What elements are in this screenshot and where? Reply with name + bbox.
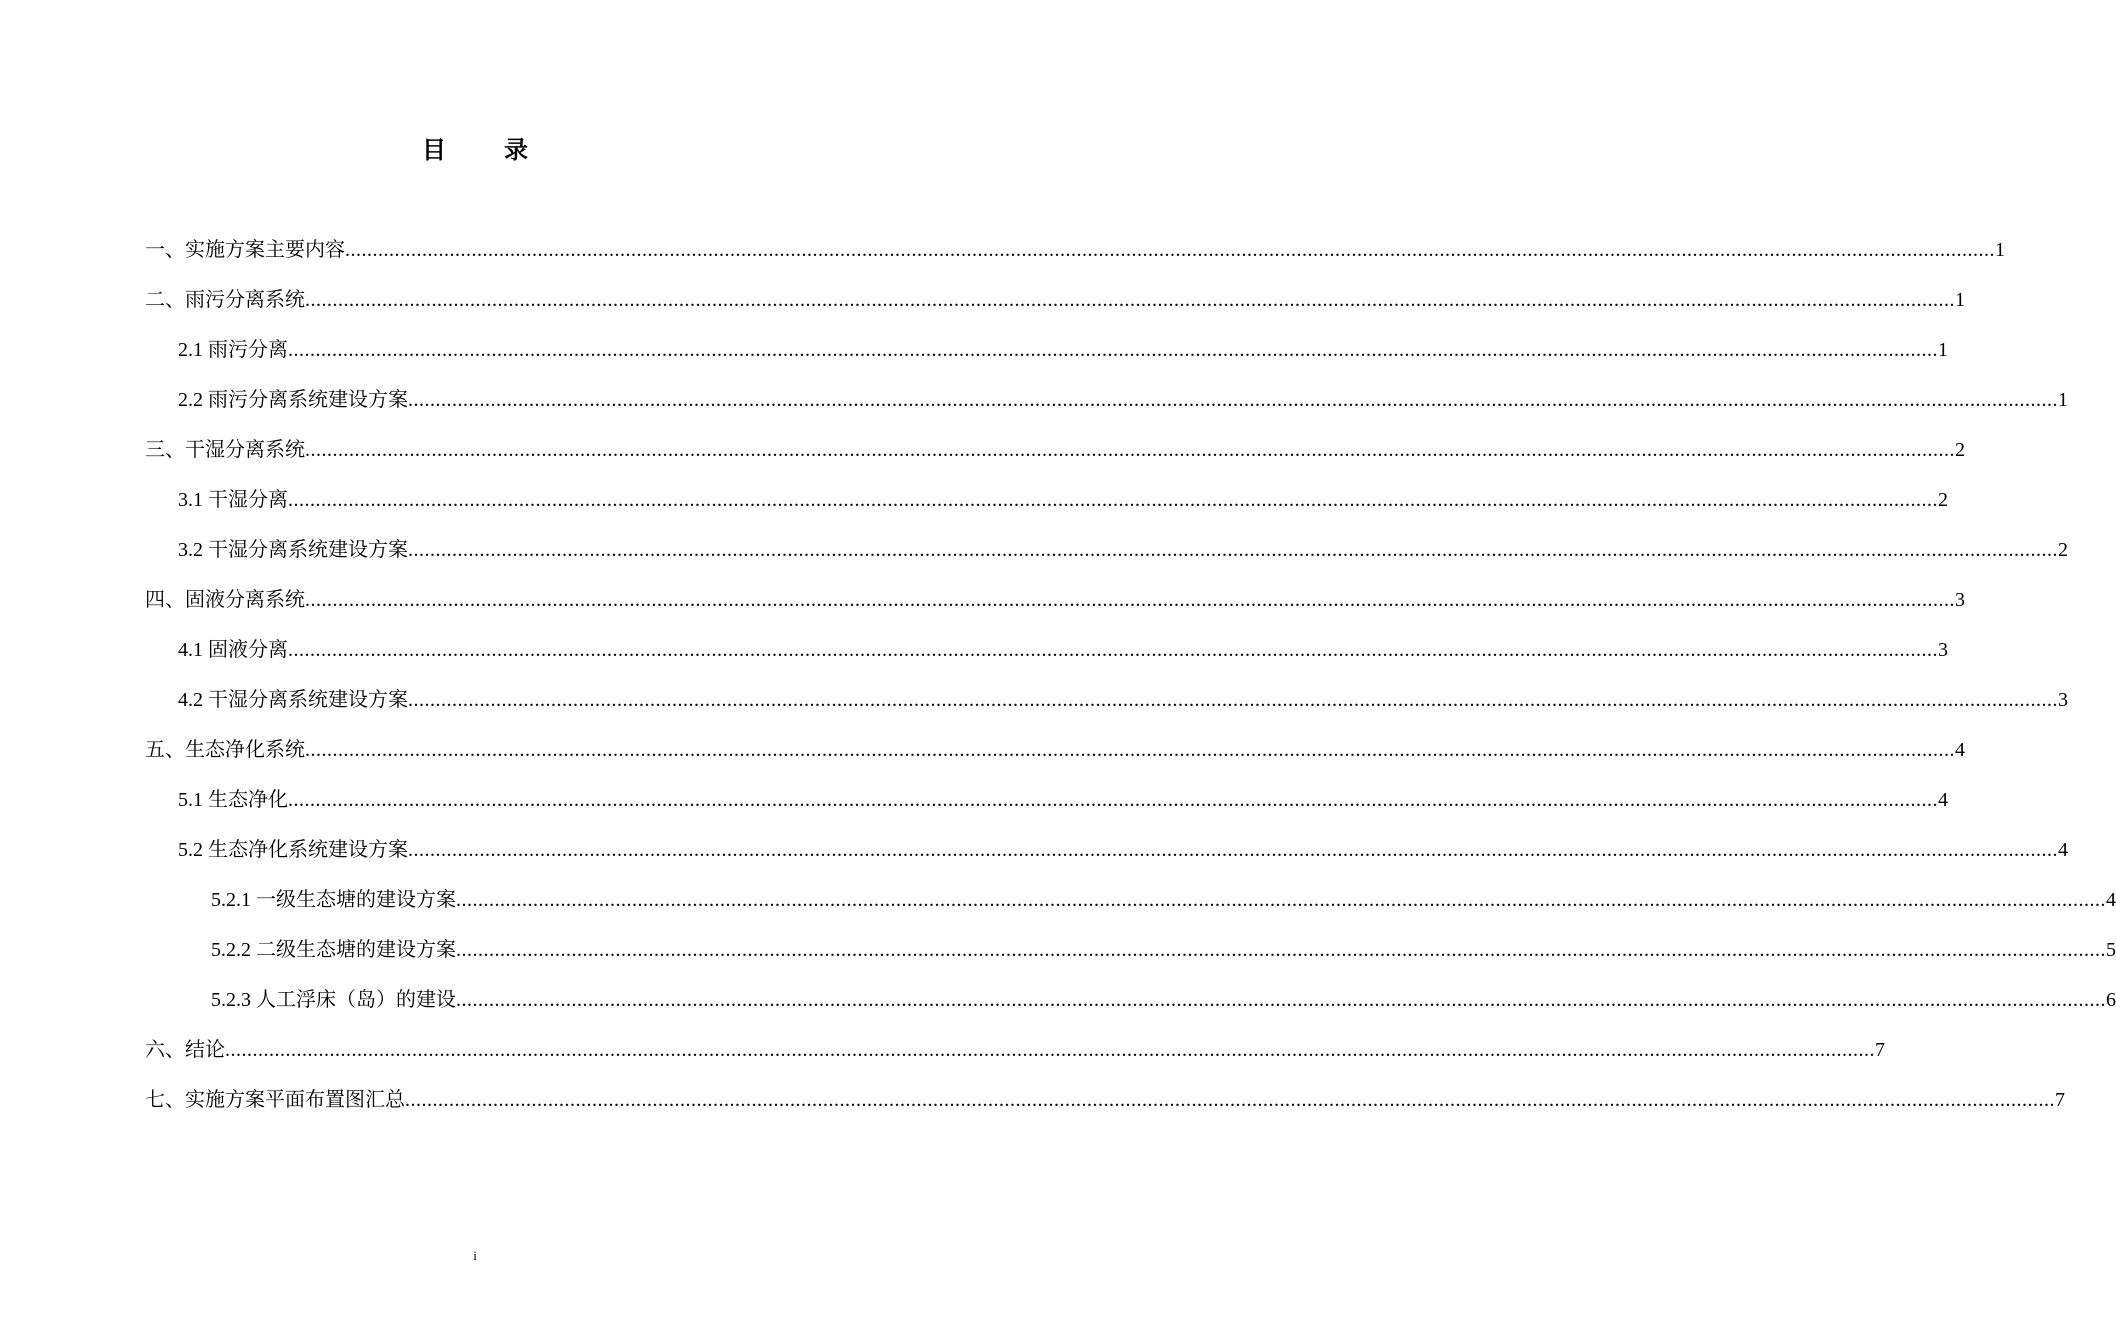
toc-page-number: 5 — [2106, 939, 2116, 961]
toc-dot-leader: ............................................................................................................................................................................................................................................................................................................ — [456, 939, 2106, 961]
toc-entry[interactable] — [145, 482, 1948, 532]
toc-entry[interactable] — [145, 982, 2116, 1032]
toc-dot-leader: ............................................................................................................................................................................................................................................................................................................ — [288, 789, 1938, 811]
toc-entry-text: 3.1 干湿分离 — [178, 489, 288, 511]
toc-entry[interactable] — [145, 882, 2116, 932]
toc-entry-text: 五、生态净化系统 — [145, 739, 305, 761]
toc-entry[interactable] — [145, 232, 2005, 282]
toc-page-number: 4 — [1938, 789, 1948, 811]
toc-entry-text: 5.2 生态净化系统建设方案 — [178, 839, 408, 861]
toc-entry-text: 2.1 雨污分离 — [178, 339, 288, 361]
toc-entry[interactable] — [145, 1032, 1885, 1082]
toc-dot-leader: ............................................................................................................................................................................................................................................................................................................ — [225, 1039, 1875, 1061]
toc-entry-text: 六、结论 — [145, 1039, 225, 1061]
toc-page-number: 3 — [1938, 639, 1948, 661]
toc-page-number: 2 — [2058, 539, 2068, 561]
toc-page-number: 4 — [1955, 739, 1965, 761]
toc-dot-leader: ............................................................................................................................................................................................................................................................................................................ — [305, 589, 1955, 611]
toc-entry-text: 四、固液分离系统 — [145, 589, 305, 611]
toc-entry[interactable] — [145, 1082, 2065, 1132]
toc-entry-text: 5.2.3 人工浮床（岛）的建设 — [211, 989, 456, 1011]
toc-entry[interactable] — [145, 282, 1965, 332]
toc-page-number: 3 — [1955, 589, 1965, 611]
toc-dot-leader: ............................................................................................................................................................................................................................................................................................................ — [405, 1089, 2055, 1111]
toc-dot-leader: ............................................................................................................................................................................................................................................................................................................ — [305, 739, 1955, 761]
toc-entry-text: 5.1 生态净化 — [178, 789, 288, 811]
toc-entry-text: 5.2.1 一级生态塘的建设方案 — [211, 889, 456, 911]
toc-page-number: 3 — [2058, 689, 2068, 711]
toc-page-number: 2 — [1938, 489, 1948, 511]
toc-dot-leader: ............................................................................................................................................................................................................................................................................................................ — [288, 639, 1938, 661]
toc-entry[interactable] — [145, 632, 1948, 682]
toc-page-number: 2 — [1955, 439, 1965, 461]
toc-dot-leader: ............................................................................................................................................................................................................................................................................................................ — [456, 989, 2106, 1011]
toc-dot-leader: ............................................................................................................................................................................................................................................................................................................ — [456, 889, 2106, 911]
toc-entry[interactable] — [145, 782, 1948, 832]
toc-entry-text: 七、实施方案平面布置图汇总 — [145, 1089, 405, 1111]
toc-entry-text: 一、实施方案主要内容 — [145, 239, 345, 261]
toc-entry[interactable] — [145, 832, 2068, 882]
toc-page-number: 1 — [1938, 339, 1948, 361]
toc-entry[interactable] — [145, 332, 1948, 382]
toc-page-number: 1 — [1995, 239, 2005, 261]
toc-entry-text: 三、干湿分离系统 — [145, 439, 305, 461]
toc-entry[interactable] — [145, 582, 1965, 632]
toc-page-number: 6 — [2106, 989, 2116, 1011]
toc-entry-text: 2.2 雨污分离系统建设方案 — [178, 389, 408, 411]
toc-entry-text: 5.2.2 二级生态塘的建设方案 — [211, 939, 456, 961]
toc-entry[interactable] — [145, 532, 2068, 582]
toc-entry[interactable] — [145, 682, 2068, 732]
toc-entry[interactable] — [145, 932, 2116, 982]
toc-dot-leader: ............................................................................................................................................................................................................................................................................................................ — [345, 239, 1995, 261]
toc-dot-leader: ............................................................................................................................................................................................................................................................................................................ — [288, 339, 1938, 361]
toc-page-number: 1 — [1955, 289, 1965, 311]
toc-dot-leader: ............................................................................................................................................................................................................................................................................................................ — [408, 389, 2058, 411]
toc-entry-text: 二、雨污分离系统 — [145, 289, 305, 311]
toc-dot-leader: ............................................................................................................................................................................................................................................................................................................ — [408, 689, 2058, 711]
toc-title: 目 录 — [422, 138, 554, 164]
toc-dot-leader: ............................................................................................................................................................................................................................................................................................................ — [408, 539, 2058, 561]
toc-entry[interactable] — [145, 382, 2068, 432]
toc-dot-leader: ............................................................................................................................................................................................................................................................................................................ — [305, 439, 1955, 461]
toc-entry-text: 4.2 干湿分离系统建设方案 — [178, 689, 408, 711]
toc-dot-leader: ............................................................................................................................................................................................................................................................................................................ — [408, 839, 2058, 861]
toc-entry-text: 3.2 干湿分离系统建设方案 — [178, 539, 408, 561]
toc-entry-text: 4.1 固液分离 — [178, 639, 288, 661]
toc-page-number: 4 — [2106, 889, 2116, 911]
toc-entry[interactable] — [145, 432, 1965, 482]
toc-entry[interactable] — [145, 732, 1965, 782]
table-of-contents — [145, 232, 2116, 1132]
toc-page-number: 1 — [2058, 389, 2068, 411]
toc-dot-leader: ............................................................................................................................................................................................................................................................................................................ — [305, 289, 1955, 311]
toc-page-number: 7 — [2055, 1089, 2065, 1111]
toc-page-number: 4 — [2058, 839, 2068, 861]
toc-page-number: 7 — [1875, 1039, 1885, 1061]
page-number: i — [473, 1248, 477, 1263]
toc-dot-leader: ............................................................................................................................................................................................................................................................................................................ — [288, 489, 1938, 511]
